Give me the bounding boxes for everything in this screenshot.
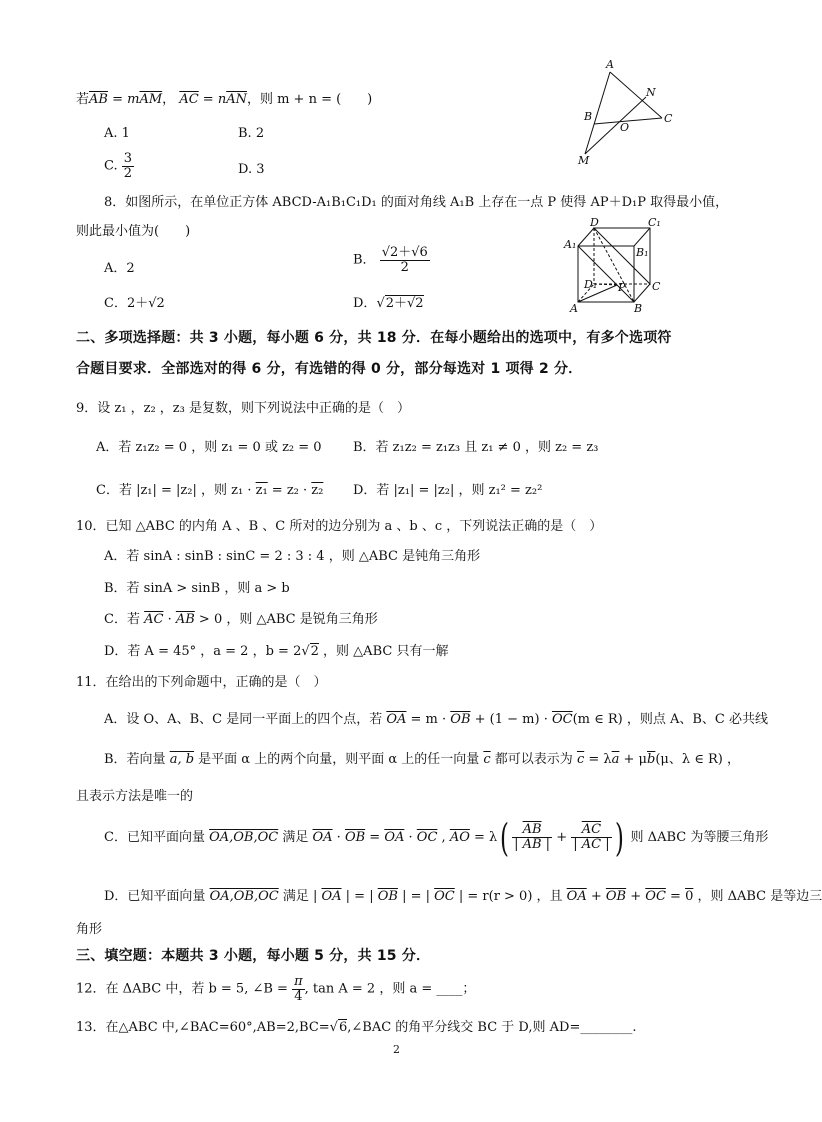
q10-option-b: B．若 sinA > sinB ，则 a > b: [104, 581, 290, 596]
fig8-label-c1: C₁: [648, 216, 661, 229]
q8-option-d: D．√2＋√2: [353, 296, 424, 311]
q8-stem-line1: 8．如图所示，在单位正方体 ABCD-A₁B₁C₁D₁ 的面对角线 A₁B 上存在一点 P 使得 AP＋D₁P 取得最小值，: [104, 195, 729, 210]
q8-stem-line2: 则此最小值为( ): [76, 224, 191, 239]
fig8-label-a1: A₁: [564, 238, 577, 251]
fig8-label-p: P: [618, 281, 626, 294]
q11-option-c: C．已知平面向量 OA,OB,OC 满足 $\overline{OA} \cdot \overline{OB} = \overline{OA} \cdot \overline{OC}$ , $\overline{AO} = \lambda$( $\frac{\overline{AB}}{| AB |}$ + $\frac{\overline{AC}}{| AC |}$ ) 则 ΔABC 为等腰三角形: [104, 815, 769, 860]
page-number: 2: [393, 1043, 400, 1056]
q9-option-d: D．若 |z₁| = |z₂| ，则 z₁² = z₂²: [353, 483, 543, 498]
q11-option-d-line2: 角形: [76, 922, 103, 937]
q10-stem: 10．已知 △ABC 的内角 A 、B 、C 所对的边分别为 a 、b 、c ，下列说法正确的是（ ）: [76, 519, 603, 534]
q7-option-a: A. 1: [104, 126, 130, 141]
section2-heading-line1: 二、多项选择题：共 3 小题，每小题 6 分，共 18 分．在每小题给出的选项中，有多个选项符: [76, 330, 672, 346]
fig7-label-m: M: [578, 154, 590, 167]
q7-triangle-figure: [570, 52, 690, 170]
q8-option-b: B． $\frac{√2+√6}{2}$: [353, 245, 428, 275]
q7-option-d: D. 3: [238, 162, 265, 177]
q9-option-a: A．若 z₁z₂ = 0 ，则 z₁ = 0 或 z₂ = 0: [96, 440, 322, 455]
fig8-label-b: B: [634, 302, 643, 315]
q9-option-b: B．若 z₁z₂ = z₁z₃ 且 z₁ ≠ 0 ，则 z₂ = z₃: [353, 440, 599, 455]
q9-option-c: C．若 |z₁| = |z₂| ，则 z₁ · z₁ = z₂ · z₂: [96, 483, 324, 498]
q7-option-c: C. $\frac{3}{2}$: [104, 151, 133, 181]
fig7-label-a: A: [606, 58, 614, 71]
fig7-label-o: O: [620, 121, 630, 134]
q7-option-b: B. 2: [238, 126, 265, 141]
fig8-label-a: A: [570, 302, 578, 315]
q11-option-b: B．若向量 a, b 是平面 α 上的两个向量，则平面 α 上的任一向量 $\overline{c}$ 都可以表示为 $\overline{c} = \lambda\overline{a} + \mu\overline{b}(\mu$、λ ∈ R) ，: [104, 752, 740, 767]
q9-stem: 9．设 z₁ ，z₂ ，z₃ 是复数，则下列说法中正确的是（ ）: [76, 401, 410, 416]
q11-option-d: D．已知平面向量 OA,OB,OC 满足 | $\overline{OA}$ | = | $\overline{OB}$ | = | $\overline{OC}$ | = r(r > 0) ，且 $\overline{OA} + \overline{OB} + \overline{OC} = 0$ ，则 ΔABC 是等边三: [104, 889, 822, 904]
q10-option-d: D．若 A = 45° ，a = 2 ，b = 2√2 ，则 △ABC 只有一解: [104, 644, 449, 659]
q8-cube-figure: [562, 218, 672, 314]
fig8-label-d: D: [590, 216, 599, 229]
fig8-label-d1: D₁: [584, 278, 598, 291]
fig8-label-b1: B₁: [636, 246, 649, 259]
fig7-label-n: N: [646, 86, 656, 99]
q12-stem: 12．在 ΔABC 中，若 b = 5, ∠B = $\frac{\pi}{4}$ , tan A = 2 ，则 a = ____；: [76, 974, 476, 1004]
q11-option-b-line2: 且表示方法是唯一的: [76, 789, 194, 804]
q7-stem: 若$\overline{AB} = m\overline{AM}$， $\overline{AC} = n\overline{AN}$，则 m + n = ( ): [76, 92, 373, 107]
q11-stem: 11．在给出的下列命题中，正确的是（ ）: [76, 675, 327, 690]
section3-heading: 三、填空题：本题共 3 小题，每小题 5 分，共 15 分．: [76, 948, 431, 964]
q10-option-a: A．若 sinA : sinB : sinC = 2 : 3 : 4 ，则 △ABC 是钝角三角形: [104, 549, 481, 564]
fig7-label-c: C: [664, 112, 673, 125]
q13-stem: 13．在△ABC 中,∠BAC=60°,AB=2,BC=√6,∠BAC 的角平分线交 BC 于 D,则 AD=________.: [76, 1020, 637, 1035]
q10-option-c: C．若 $\overline{AC} \cdot \overline{AB} > 0$ ，则 △ABC 是锐角三角形: [104, 612, 378, 627]
section2-heading-line2: 合题目要求．全部选对的得 6 分，有选错的得 0 分，部分每选对 1 项得 2 分．: [76, 361, 583, 377]
fig8-label-c: C: [652, 280, 661, 293]
q8-option-a: A．2: [104, 261, 135, 276]
q8-option-c: C．2＋√2: [104, 296, 165, 311]
q11-option-a: A．设 O、A、B、C 是同一平面上的四个点，若 $\overline{OA} = m \cdot \overline{OB} + (1 - m) \cdot \overline{OC}(m$ ∈ R) ，则点 A、B、C 必共线: [104, 712, 768, 727]
fig7-label-b: B: [584, 110, 593, 123]
